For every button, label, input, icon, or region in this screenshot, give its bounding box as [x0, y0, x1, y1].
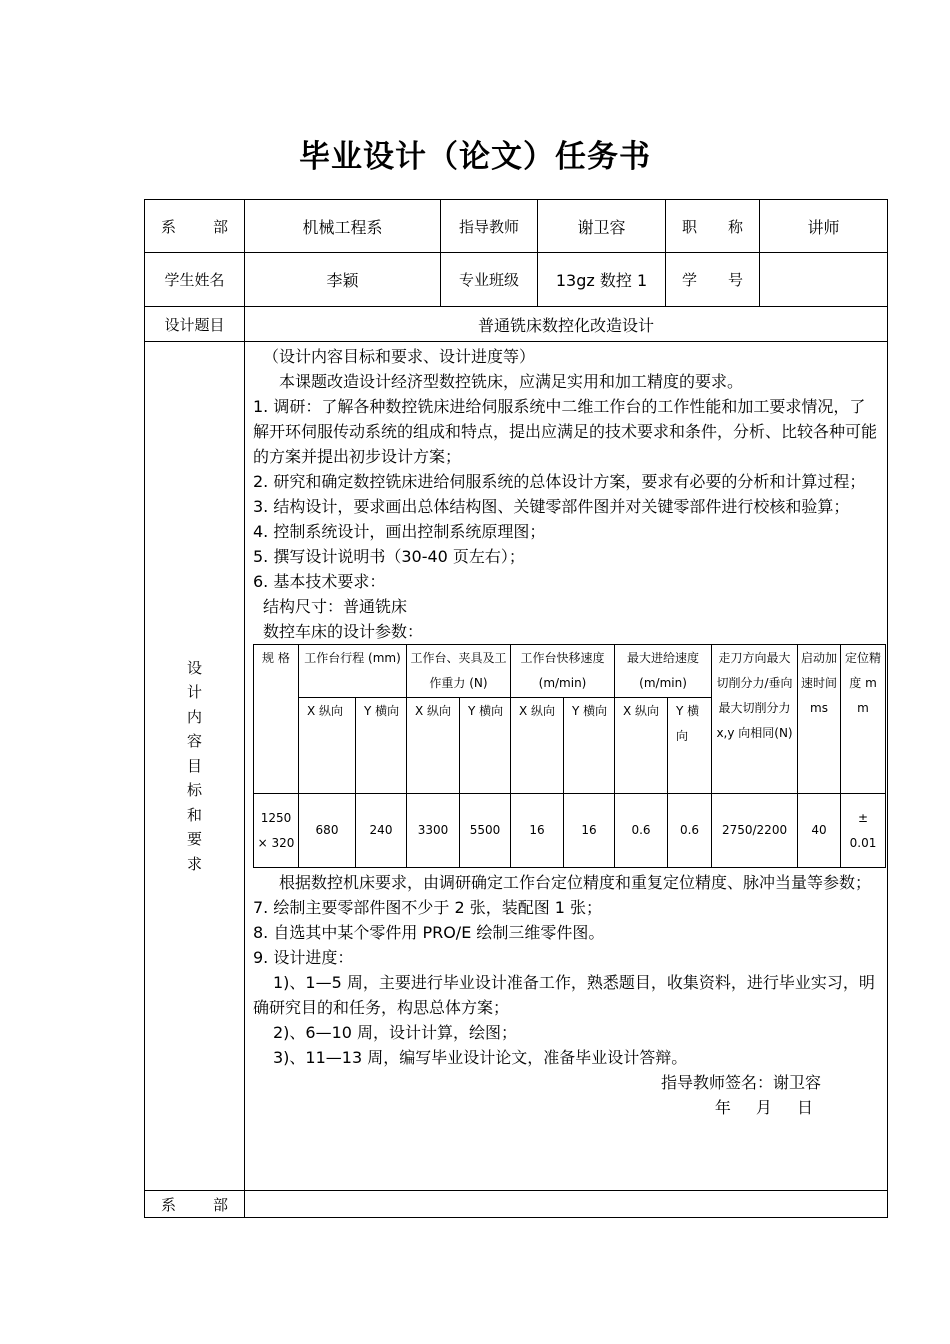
id-label-part-0: 学 — [682, 271, 698, 289]
content-intro: 本课题改造设计经济型数控铣床，应满足实用和加工精度的要求。 — [279, 372, 744, 391]
schedule-step-3: 3)、11—13 周，编写毕业设计论文，准备毕业设计答辩。 — [273, 1048, 688, 1067]
dept-label-cell — [145, 200, 245, 253]
content-item-5: 5. 撰写设计说明书（30-40 页左右）； — [253, 547, 525, 566]
value-weight-y: 5500 — [460, 794, 511, 868]
header-precision: 定位精度 mm — [841, 645, 886, 794]
last-dept-value — [245, 1191, 888, 1218]
content-item-1: 1. 调研：了解各种数控铣床进给伺服系统中二维工作台的工作性能和加工要求情况，了解开环伺服传动系统的组成和特点，提出应满足的技术要求和条件，分析、比较各种可能的方案并提出初步设计方案； — [253, 397, 878, 466]
form-row-1 — [145, 200, 888, 253]
value-force: 2750/2200 — [712, 794, 798, 868]
header-weight: 工作台、夹具及工作重力 (N) — [407, 645, 511, 698]
content-params-title: 数控车床的设计参数： — [263, 622, 424, 641]
advisor-value: 谢卫容 — [538, 200, 666, 253]
header-rapid-x: X 纵向 — [511, 698, 564, 794]
header-rapid-y: Y 横向 — [564, 698, 615, 794]
side-label-char-4: 目 — [186, 756, 202, 775]
header-force: 走刀方向最大切削分力/垂向最大切削分力 x,y 向相同(N) — [712, 645, 798, 794]
last-dept-label — [145, 1194, 244, 1215]
value-precision: ± 0.01 — [841, 794, 886, 868]
rank-label-cell — [666, 200, 760, 253]
value-weight-x: 3300 — [407, 794, 460, 868]
value-feed-y: 0.6 — [668, 794, 712, 868]
content-item-9: 9. 设计进度： — [253, 948, 354, 967]
id-label — [666, 269, 759, 290]
header-spec: 规 格 — [254, 645, 299, 794]
parameter-table — [253, 644, 886, 868]
content-item-2: 2. 研究和确定数控铣床进给伺服系统的总体设计方案，要求有必要的分析和计算过程； — [253, 472, 866, 491]
id-value — [760, 253, 888, 307]
param-header-row-1 — [254, 645, 886, 698]
header-travel: 工作台行程 (mm) — [299, 645, 407, 698]
schedule-step-1: 1)、1—5 周，主要进行毕业设计准备工作，熟悉题目，收集资料，进行毕业实习，明确研究目的和任务，构思总体方案； — [253, 973, 875, 1017]
content-item-3: 3. 结构设计，要求画出总体结构图、关键零部件图并对关键零部件进行校核和验算； — [253, 497, 850, 516]
side-label-char-3: 容 — [186, 732, 202, 751]
header-travel-y: Y 横向 — [356, 698, 407, 794]
rank-label — [666, 216, 759, 237]
side-label-char-0: 设 — [186, 658, 202, 677]
advisor-signature: 指导教师签名：谢卫容 — [660, 1073, 821, 1092]
side-label-char-7: 要 — [186, 830, 202, 849]
header-feed-y: Y 横向 — [668, 698, 712, 794]
side-label-char-2: 内 — [186, 707, 202, 726]
header-weight-y: Y 横向 — [460, 698, 511, 794]
content-body — [245, 342, 888, 1191]
rank-value: 讲师 — [760, 200, 888, 253]
form-row-2 — [145, 253, 888, 307]
header-accel: 启动加速时间 ms — [798, 645, 841, 794]
dept-label-part-1: 部 — [212, 217, 228, 236]
last-dept-label-part-0: 系 — [161, 1195, 177, 1214]
rank-label-part-0: 职 — [682, 217, 698, 236]
param-data-row — [254, 794, 886, 868]
class-label: 专业班级 — [441, 253, 538, 307]
header-travel-x: X 纵向 — [299, 698, 356, 794]
content-structure: 结构尺寸：普通铣床 — [263, 597, 408, 616]
header-feed-x: X 纵向 — [615, 698, 668, 794]
last-dept-label-part-1: 部 — [212, 1195, 228, 1214]
value-travel-x: 680 — [299, 794, 356, 868]
side-label-char-1: 计 — [186, 683, 202, 702]
topic-value: 普通铣床数控化改造设计 — [245, 307, 888, 342]
header-feed: 最大进给速度(m/min) — [615, 645, 712, 698]
value-travel-y: 240 — [356, 794, 407, 868]
value-spec: 1250 × 320 — [254, 794, 299, 868]
dept-value: 机械工程系 — [245, 200, 441, 253]
side-label-char-5: 标 — [186, 781, 202, 800]
value-rapid-x: 16 — [511, 794, 564, 868]
content-item-4: 4. 控制系统设计，画出控制系统原理图； — [253, 522, 546, 541]
side-label-char-8: 求 — [186, 854, 202, 873]
dept-label — [145, 216, 244, 237]
content-hint: （设计内容目标和要求、设计进度等） — [263, 347, 536, 366]
advisor-label: 指导教师 — [441, 200, 538, 253]
side-label-vertical — [145, 656, 244, 877]
content-item-6: 6. 基本技术要求： — [253, 572, 386, 591]
value-rapid-y: 16 — [564, 794, 615, 868]
form-row-content — [145, 342, 888, 1191]
id-label-part-1: 号 — [727, 271, 743, 289]
content-side-label — [145, 342, 245, 1191]
topic-label: 设计题目 — [145, 307, 245, 342]
class-value: 13gz 数控 1 — [538, 253, 666, 307]
task-form-table — [144, 199, 888, 1218]
content-item-8: 8. 自选其中某个零件用 PRO/E 绘制三维零件图。 — [253, 923, 605, 942]
rank-label-part-1: 称 — [727, 217, 743, 236]
value-feed-x: 0.6 — [615, 794, 668, 868]
form-row-last — [145, 1191, 888, 1218]
page-title: 毕业设计（论文）任务书 — [299, 139, 651, 175]
form-row-3 — [145, 307, 888, 342]
side-label-char-6: 和 — [186, 805, 202, 824]
dept-label-part-0: 系 — [161, 217, 177, 236]
id-label-cell — [666, 253, 760, 307]
last-dept-label-cell — [145, 1191, 245, 1218]
value-accel: 40 — [798, 794, 841, 868]
student-label: 学生姓名 — [145, 253, 245, 307]
content-item-7: 7. 绘制主要零部件图不少于 2 张，装配图 1 张； — [253, 898, 603, 917]
header-rapid: 工作台快移速度(m/min) — [511, 645, 615, 698]
schedule-step-2: 2)、6—10 周，设计计算，绘图； — [273, 1023, 518, 1042]
student-value: 李颖 — [245, 253, 441, 307]
content-after-table: 根据数控机床要求，由调研确定工作台定位精度和重复定位精度、脉冲当量等参数； — [279, 873, 872, 892]
signature-date: 年 月 日 — [714, 1098, 813, 1117]
header-weight-x: X 纵向 — [407, 698, 460, 794]
